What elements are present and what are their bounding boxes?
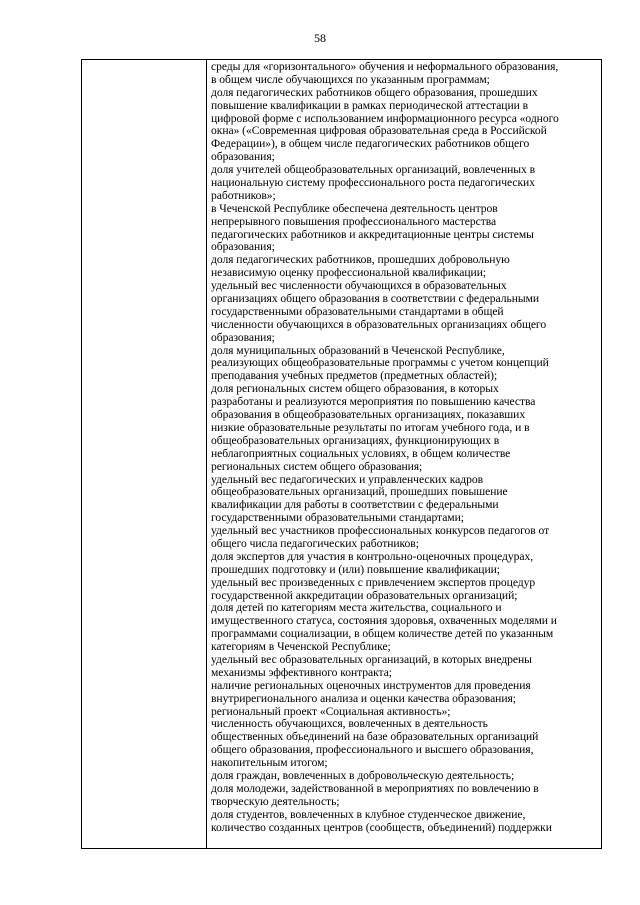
text-line: численности обучающихся в образовательных организациях общего — [211, 318, 547, 331]
table-left-column — [82, 60, 207, 848]
text-line: общественных объединений на базе образовательных организаций — [211, 731, 539, 744]
text-line: неблагоприятных социальных условиях, в общем количестве — [211, 447, 511, 460]
text-line: непрерывного повышения профессионального мастерства — [211, 215, 497, 228]
text-line: прошедших подготовку и (или) повышение квалификации; — [211, 563, 500, 576]
text-line: образования в общеобразовательных организациях, показавших — [211, 409, 526, 422]
text-line: доля молодежи, задействованной в мероприятиях по вовлечению в — [211, 782, 539, 795]
text-line: удельный вес произведенных с привлечением экспертов процедур — [211, 576, 536, 589]
text-line: общего образования, профессионального и высшего образования, — [211, 744, 534, 757]
text-line: доля граждан, вовлеченных в добровольческую деятельность; — [211, 769, 515, 782]
text-line: наличие региональных оценочных инструментов для проведения — [211, 679, 531, 692]
text-line: доля учителей общеобразовательных организаций, вовлеченных в — [211, 164, 536, 177]
text-line: доля экспертов для участия в контрольно-оценочных процедурах, — [211, 550, 534, 563]
text-line: категориям в Чеченской Республике; — [211, 641, 391, 654]
text-line: внутрирегионального анализа и оценки качества образования; — [211, 692, 516, 705]
text-line: удельный вес численности обучающихся в образовательных — [211, 280, 507, 293]
text-line: количество созданных центров (сообществ, объединений) поддержки — [211, 821, 552, 834]
text-line: общеобразовательных организаций, прошедших повышение — [211, 486, 508, 499]
text-line: квалификации для работы в соответствии с федеральными — [211, 499, 499, 512]
text-line: региональный проект «Социальная активность»; — [211, 705, 451, 718]
text-line: государственной аккредитации образовательных организаций; — [211, 589, 518, 602]
text-line: повышение квалификации в рамках периодической аттестации в — [211, 99, 529, 112]
text-line: независимую оценку профессиональной квалификации; — [211, 267, 487, 280]
text-line: образования; — [211, 241, 275, 254]
text-line: организациях общего образования в соответствии с федеральными — [211, 293, 540, 306]
text-line: удельный вес педагогических и управленческих кадров — [211, 473, 484, 486]
text-line: доля детей по категориям места жительства, социального и — [211, 602, 502, 615]
text-line: программами социализации, в общем количестве детей по указанным — [211, 628, 554, 641]
text-line: разработаны и реализуются мероприятия по повышению качества — [211, 396, 536, 409]
text-line: доля региональных систем общего образования, в которых — [211, 383, 499, 396]
text-line: общеобразовательных организациях, функционирующих в — [211, 434, 500, 447]
text-line: педагогических работников и аккредитационные центры системы — [211, 228, 534, 241]
text-line: образования; — [211, 331, 275, 344]
text-line: низкие образовательные результаты по итогам учебного года, и в — [211, 421, 530, 434]
page-number: 58 — [314, 31, 326, 45]
text-line: среды для «горизонтального» обучения и неформального образования, — [211, 61, 559, 73]
text-line: общего числа педагогических работников; — [211, 537, 419, 550]
document-table — [81, 59, 602, 849]
text-line: доля студентов, вовлеченных в клубное студенческое движение, — [211, 808, 526, 821]
text-line: доля муниципальных образований в Чеченской Республике, — [211, 344, 505, 357]
text-line: реализующих общеобразовательные программы с учетом концепций — [211, 357, 549, 370]
table-text-column — [211, 61, 601, 834]
text-line: численность обучающихся, вовлеченных в деятельность — [211, 718, 488, 731]
text-line: Федерации»), в общем числе педагогических работников общего — [211, 138, 530, 151]
text-line: государственными образовательными стандартами в общей — [211, 305, 504, 318]
text-line: доля педагогических работников общего образования, прошедших — [211, 86, 538, 99]
text-line: государственными образовательными стандартами; — [211, 512, 464, 525]
text-line: в общем числе обучающихся по указанным программам; — [211, 73, 490, 86]
text-line: региональных систем общего образования; — [211, 460, 423, 473]
text-line: механизмы эффективного контракта; — [211, 666, 392, 679]
text-line: накопительным итогом; — [211, 757, 328, 770]
text-line: удельный вес образовательных организаций, в которых внедрены — [211, 653, 532, 666]
text-line: в Чеченской Республике обеспечена деятельность центров — [211, 202, 498, 215]
text-line: имущественного статуса, состояния здоровья, охваченных моделями и — [211, 615, 557, 628]
text-line: окна» («Современная цифровая образовательная среда в Российской — [211, 125, 547, 138]
text-line: образования; — [211, 151, 275, 164]
text-line: удельный вес участников профессиональных конкурсов педагогов от — [211, 525, 550, 538]
text-line: творческую деятельность; — [211, 795, 340, 808]
text-line: работников»; — [211, 189, 276, 202]
text-line: преподавания учебных предметов (предметных областей); — [211, 370, 498, 383]
text-line: доля педагогических работников, прошедших добровольную — [211, 254, 510, 267]
text-line: национальную систему профессионального роста педагогических — [211, 177, 535, 190]
text-line: цифровой форме с использованием информационного ресурса «одного — [211, 112, 559, 125]
